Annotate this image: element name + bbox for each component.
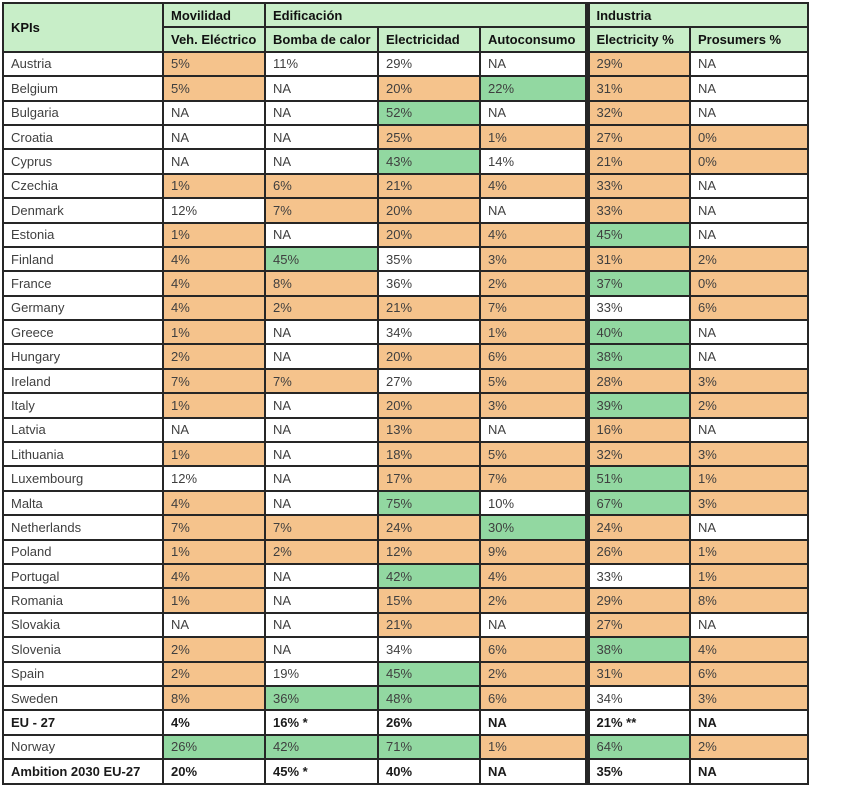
kpi-value-cell: 1% — [480, 125, 587, 149]
kpi-value-cell: 10% — [480, 491, 587, 515]
table-row — [3, 759, 808, 783]
table-row — [3, 76, 808, 100]
kpi-value-cell: 32% — [587, 101, 690, 125]
table-row — [3, 198, 808, 222]
country-cell: Romania — [3, 588, 163, 612]
kpi-value-cell: 20% — [378, 223, 480, 247]
kpi-value-cell: NA — [163, 149, 265, 173]
kpi-value-cell: 38% — [587, 637, 690, 661]
kpi-value-cell: 18% — [378, 442, 480, 466]
kpi-value-cell: 0% — [690, 125, 808, 149]
kpi-value-cell: 31% — [587, 247, 690, 271]
kpi-value-cell: 51% — [587, 466, 690, 490]
country-cell: Ireland — [3, 369, 163, 393]
country-cell: Greece — [3, 320, 163, 344]
kpi-value-cell: NA — [690, 320, 808, 344]
kpi-value-cell: 6% — [480, 344, 587, 368]
kpi-value-cell: 38% — [587, 344, 690, 368]
kpi-value-cell: 21% — [378, 613, 480, 637]
kpi-value-cell: 1% — [163, 174, 265, 198]
country-cell: Estonia — [3, 223, 163, 247]
kpi-value-cell: 37% — [587, 271, 690, 295]
kpi-value-cell: NA — [690, 52, 808, 76]
kpi-value-cell: 9% — [480, 540, 587, 564]
kpi-value-cell: NA — [163, 613, 265, 637]
kpi-table-header — [3, 3, 808, 52]
kpi-value-cell: NA — [690, 174, 808, 198]
kpi-value-cell: 27% — [587, 125, 690, 149]
country-cell: Hungary — [3, 344, 163, 368]
kpi-value-cell: 4% — [480, 174, 587, 198]
kpi-value-cell: 4% — [480, 223, 587, 247]
table-row — [3, 223, 808, 247]
country-cell: Bulgaria — [3, 101, 163, 125]
kpi-value-cell: 20% — [163, 759, 265, 783]
kpi-value-cell: 33% — [587, 564, 690, 588]
kpi-value-cell: 45% — [378, 662, 480, 686]
column-group-industria: Industria — [587, 3, 808, 27]
kpi-value-cell: 39% — [587, 393, 690, 417]
table-row — [3, 369, 808, 393]
kpi-value-cell: 1% — [163, 540, 265, 564]
kpi-value-cell: 4% — [690, 637, 808, 661]
country-cell: Lithuania — [3, 442, 163, 466]
country-cell: Austria — [3, 52, 163, 76]
kpi-value-cell: 21% — [378, 296, 480, 320]
kpi-value-cell: 1% — [690, 466, 808, 490]
kpi-value-cell: 5% — [163, 52, 265, 76]
country-cell: Spain — [3, 662, 163, 686]
table-row — [3, 515, 808, 539]
kpi-value-cell: NA — [690, 613, 808, 637]
country-cell: Slovakia — [3, 613, 163, 637]
country-cell: Denmark — [3, 198, 163, 222]
country-cell: Norway — [3, 735, 163, 759]
kpi-value-cell: 1% — [480, 320, 587, 344]
kpi-value-cell: 6% — [690, 296, 808, 320]
kpi-value-cell: 1% — [163, 223, 265, 247]
kpi-value-cell: 1% — [163, 320, 265, 344]
kpi-value-cell: 0% — [690, 271, 808, 295]
kpi-value-cell: 42% — [265, 735, 378, 759]
kpi-value-cell: 27% — [587, 613, 690, 637]
kpi-value-cell: 3% — [480, 393, 587, 417]
kpi-value-cell: 35% — [378, 247, 480, 271]
table-row — [3, 442, 808, 466]
country-cell: Ambition 2030 EU-27 — [3, 759, 163, 783]
kpi-value-cell: 29% — [378, 52, 480, 76]
table-row — [3, 271, 808, 295]
kpi-value-cell: 2% — [690, 735, 808, 759]
kpi-value-cell: 1% — [690, 564, 808, 588]
kpi-value-cell: 24% — [587, 515, 690, 539]
kpi-value-cell: 1% — [163, 588, 265, 612]
kpi-value-cell: NA — [163, 101, 265, 125]
country-cell: Poland — [3, 540, 163, 564]
table-row — [3, 296, 808, 320]
kpi-value-cell: 2% — [163, 637, 265, 661]
kpi-value-cell: 31% — [587, 76, 690, 100]
kpi-value-cell: 4% — [480, 564, 587, 588]
kpi-value-cell: 20% — [378, 76, 480, 100]
kpi-value-cell: 12% — [163, 466, 265, 490]
kpi-value-cell: 24% — [378, 515, 480, 539]
kpi-value-cell: 22% — [480, 76, 587, 100]
kpi-value-cell: 21% ** — [587, 710, 690, 734]
kpi-value-cell: NA — [265, 320, 378, 344]
country-cell: Netherlands — [3, 515, 163, 539]
country-cell: Malta — [3, 491, 163, 515]
kpi-value-cell: 1% — [163, 393, 265, 417]
kpi-value-cell: NA — [690, 344, 808, 368]
kpi-value-cell: 45% * — [265, 759, 378, 783]
country-cell: EU - 27 — [3, 710, 163, 734]
kpi-value-cell: 13% — [378, 418, 480, 442]
kpi-value-cell: 40% — [378, 759, 480, 783]
kpi-value-cell: 11% — [265, 52, 378, 76]
kpi-value-cell: 40% — [587, 320, 690, 344]
kpi-value-cell: NA — [265, 393, 378, 417]
table-row — [3, 149, 808, 173]
kpi-value-cell: 3% — [690, 369, 808, 393]
kpi-value-cell: 2% — [265, 296, 378, 320]
country-cell: Croatia — [3, 125, 163, 149]
kpi-value-cell: 32% — [587, 442, 690, 466]
kpi-value-cell: 2% — [690, 247, 808, 271]
kpi-value-cell: 27% — [378, 369, 480, 393]
kpi-value-cell: 1% — [163, 442, 265, 466]
kpi-value-cell: 16% * — [265, 710, 378, 734]
kpi-value-cell: NA — [265, 637, 378, 661]
kpi-value-cell: 29% — [587, 588, 690, 612]
kpi-value-cell: 67% — [587, 491, 690, 515]
table-row — [3, 735, 808, 759]
kpi-table-container — [2, 2, 809, 785]
column-header-1: Bomba de calor — [265, 27, 378, 51]
kpi-value-cell: 4% — [163, 271, 265, 295]
table-row — [3, 662, 808, 686]
kpi-value-cell: NA — [265, 101, 378, 125]
kpi-value-cell: 7% — [265, 515, 378, 539]
kpi-value-cell: 33% — [587, 198, 690, 222]
table-row — [3, 418, 808, 442]
column-header-3: Autoconsumo — [480, 27, 587, 51]
table-row — [3, 52, 808, 76]
kpi-value-cell: 19% — [265, 662, 378, 686]
table-row — [3, 637, 808, 661]
kpi-value-cell: 3% — [690, 442, 808, 466]
column-header-0: Veh. Eléctrico — [163, 27, 265, 51]
kpi-value-cell: NA — [690, 515, 808, 539]
country-cell: Portugal — [3, 564, 163, 588]
kpi-value-cell: 17% — [378, 466, 480, 490]
kpi-value-cell: 36% — [265, 686, 378, 710]
kpi-value-cell: NA — [690, 710, 808, 734]
kpi-value-cell: NA — [690, 198, 808, 222]
kpi-value-cell: 7% — [163, 369, 265, 393]
column-header-5: Prosumers % — [690, 27, 808, 51]
kpi-value-cell: 3% — [690, 491, 808, 515]
kpi-value-cell: 31% — [587, 662, 690, 686]
table-row — [3, 564, 808, 588]
kpi-value-cell: 0% — [690, 149, 808, 173]
table-row — [3, 344, 808, 368]
kpi-value-cell: 2% — [690, 393, 808, 417]
kpi-value-cell: 30% — [480, 515, 587, 539]
country-cell: Slovenia — [3, 637, 163, 661]
header-group-row — [3, 3, 808, 27]
table-row — [3, 613, 808, 637]
kpi-value-cell: 20% — [378, 393, 480, 417]
kpi-value-cell: 5% — [163, 76, 265, 100]
kpi-value-cell: 4% — [163, 296, 265, 320]
kpi-value-cell: 2% — [163, 344, 265, 368]
kpi-value-cell: NA — [690, 101, 808, 125]
column-header-2: Electricidad — [378, 27, 480, 51]
table-row — [3, 466, 808, 490]
kpi-value-cell: 71% — [378, 735, 480, 759]
kpi-value-cell: NA — [690, 759, 808, 783]
kpi-value-cell: 3% — [480, 247, 587, 271]
table-row — [3, 125, 808, 149]
kpi-value-cell: NA — [480, 52, 587, 76]
kpi-value-cell: 29% — [587, 52, 690, 76]
table-row — [3, 710, 808, 734]
kpi-value-cell: 20% — [378, 198, 480, 222]
kpi-value-cell: 64% — [587, 735, 690, 759]
kpi-value-cell: 2% — [480, 588, 587, 612]
kpi-value-cell: 42% — [378, 564, 480, 588]
kpi-value-cell: 1% — [690, 540, 808, 564]
table-row — [3, 320, 808, 344]
kpi-value-cell: NA — [265, 442, 378, 466]
kpi-value-cell: NA — [265, 491, 378, 515]
kpi-value-cell: NA — [690, 223, 808, 247]
kpi-value-cell: 6% — [690, 662, 808, 686]
kpi-value-cell: 75% — [378, 491, 480, 515]
kpi-value-cell: 2% — [265, 540, 378, 564]
kpi-value-cell: 7% — [480, 466, 587, 490]
kpi-value-cell: 5% — [480, 442, 587, 466]
country-cell: Luxembourg — [3, 466, 163, 490]
country-cell: Belgium — [3, 76, 163, 100]
kpi-value-cell: NA — [265, 125, 378, 149]
kpi-value-cell: 34% — [378, 320, 480, 344]
country-cell: Italy — [3, 393, 163, 417]
kpi-value-cell: 14% — [480, 149, 587, 173]
kpi-value-cell: 28% — [587, 369, 690, 393]
kpi-value-cell: NA — [163, 418, 265, 442]
kpi-value-cell: 26% — [163, 735, 265, 759]
kpi-value-cell: 7% — [480, 296, 587, 320]
corner-label: KPIs — [3, 3, 163, 52]
kpi-value-cell: NA — [265, 613, 378, 637]
kpi-value-cell: 15% — [378, 588, 480, 612]
kpi-value-cell: 25% — [378, 125, 480, 149]
country-cell: Cyprus — [3, 149, 163, 173]
kpi-value-cell: NA — [480, 710, 587, 734]
table-row — [3, 686, 808, 710]
kpi-value-cell: 8% — [690, 588, 808, 612]
kpi-value-cell: 35% — [587, 759, 690, 783]
kpi-value-cell: 52% — [378, 101, 480, 125]
kpi-value-cell: 16% — [587, 418, 690, 442]
kpi-value-cell: NA — [265, 588, 378, 612]
table-row — [3, 588, 808, 612]
kpi-value-cell: NA — [265, 223, 378, 247]
country-cell: France — [3, 271, 163, 295]
kpi-value-cell: NA — [265, 76, 378, 100]
kpi-value-cell: 6% — [480, 686, 587, 710]
kpi-value-cell: 1% — [480, 735, 587, 759]
kpi-value-cell: 34% — [587, 686, 690, 710]
kpi-value-cell: NA — [265, 418, 378, 442]
table-row — [3, 540, 808, 564]
kpi-value-cell: 21% — [378, 174, 480, 198]
kpi-value-cell: 7% — [265, 369, 378, 393]
kpi-value-cell: 4% — [163, 247, 265, 271]
kpi-value-cell: 34% — [378, 637, 480, 661]
table-row — [3, 247, 808, 271]
table-row — [3, 174, 808, 198]
kpi-value-cell: 5% — [480, 369, 587, 393]
kpi-value-cell: 2% — [480, 271, 587, 295]
country-cell: Latvia — [3, 418, 163, 442]
country-cell: Finland — [3, 247, 163, 271]
table-row — [3, 101, 808, 125]
kpi-value-cell: 3% — [690, 686, 808, 710]
kpi-value-cell: 7% — [265, 198, 378, 222]
kpi-value-cell: 8% — [163, 686, 265, 710]
country-cell: Germany — [3, 296, 163, 320]
kpi-value-cell: 8% — [265, 271, 378, 295]
kpi-value-cell: NA — [690, 76, 808, 100]
kpi-value-cell: NA — [480, 101, 587, 125]
kpi-value-cell: NA — [480, 198, 587, 222]
kpi-value-cell: 26% — [587, 540, 690, 564]
kpi-value-cell: NA — [480, 418, 587, 442]
kpi-value-cell: 45% — [265, 247, 378, 271]
kpi-value-cell: 43% — [378, 149, 480, 173]
kpi-value-cell: 4% — [163, 564, 265, 588]
kpi-value-cell: NA — [480, 613, 587, 637]
kpi-value-cell: NA — [265, 466, 378, 490]
kpi-table — [2, 2, 809, 785]
kpi-value-cell: 20% — [378, 344, 480, 368]
kpi-value-cell: 33% — [587, 174, 690, 198]
table-row — [3, 393, 808, 417]
kpi-value-cell: 2% — [480, 662, 587, 686]
kpi-value-cell: 21% — [587, 149, 690, 173]
kpi-value-cell: 33% — [587, 296, 690, 320]
column-group-edificación: Edificación — [265, 3, 587, 27]
kpi-value-cell: 4% — [163, 491, 265, 515]
kpi-value-cell: NA — [265, 344, 378, 368]
kpi-value-cell: 36% — [378, 271, 480, 295]
column-header-4: Electricity % — [587, 27, 690, 51]
kpi-value-cell: 7% — [163, 515, 265, 539]
kpi-value-cell: NA — [163, 125, 265, 149]
kpi-value-cell: NA — [265, 564, 378, 588]
kpi-value-cell: 48% — [378, 686, 480, 710]
kpi-value-cell: 26% — [378, 710, 480, 734]
kpi-value-cell: NA — [690, 418, 808, 442]
kpi-value-cell: 6% — [480, 637, 587, 661]
kpi-value-cell: 45% — [587, 223, 690, 247]
kpi-table-body — [3, 52, 808, 784]
kpi-value-cell: NA — [480, 759, 587, 783]
column-group-movilidad: Movilidad — [163, 3, 265, 27]
kpi-value-cell: 12% — [378, 540, 480, 564]
kpi-value-cell: 4% — [163, 710, 265, 734]
kpi-value-cell: NA — [265, 149, 378, 173]
country-cell: Czechia — [3, 174, 163, 198]
table-row — [3, 491, 808, 515]
country-cell: Sweden — [3, 686, 163, 710]
kpi-value-cell: 2% — [163, 662, 265, 686]
kpi-value-cell: 6% — [265, 174, 378, 198]
kpi-value-cell: 12% — [163, 198, 265, 222]
